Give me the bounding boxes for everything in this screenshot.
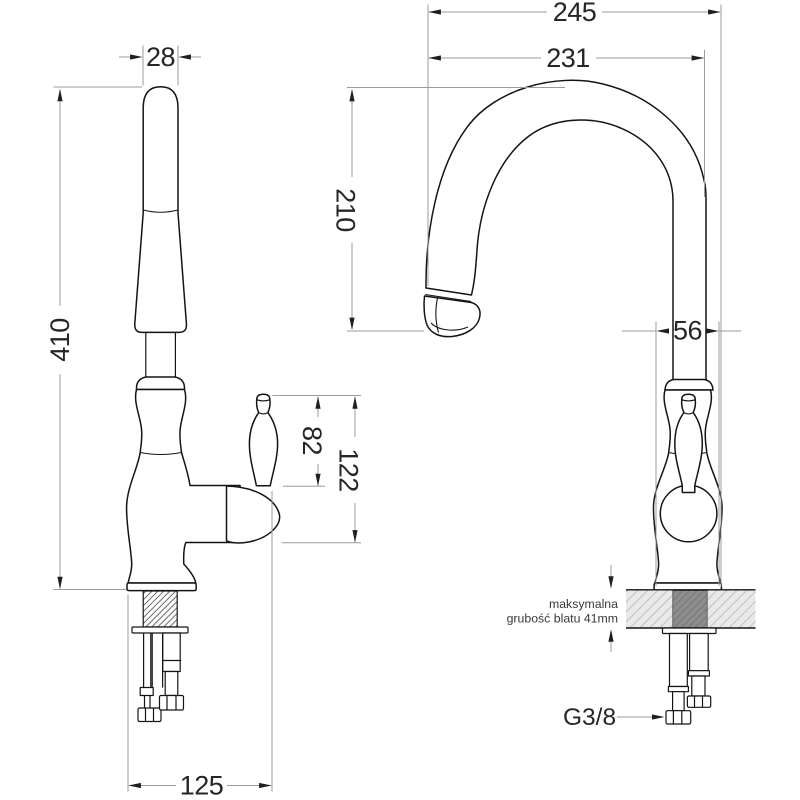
dim-label-28: 28 (145, 42, 176, 72)
countertop (626, 590, 756, 628)
side-hose2-joint (688, 671, 709, 676)
dim-label-82: 82 (297, 425, 327, 456)
countertop-shank (673, 591, 707, 628)
side-hose1-nut (666, 711, 691, 724)
side-hose2-tube (690, 634, 709, 671)
front-stud-coupling (140, 688, 153, 696)
dim-label-245: 245 (552, 0, 597, 27)
dim-label-410: 410 (45, 318, 75, 362)
side-hose2-lower (692, 676, 705, 696)
thread-label: G3/8 (563, 704, 617, 731)
front-hose-lower (165, 672, 178, 696)
dim-label-210: 210 (330, 188, 361, 232)
side-hose1-joint (668, 687, 688, 692)
countertop-note-line2: grubość blatu 41mm (506, 611, 618, 626)
front-threaded-shank (143, 591, 177, 627)
front-spout-outline (135, 87, 187, 333)
side-hose1-tube (670, 634, 688, 687)
countertop-note-line1: maksymalna (548, 597, 618, 611)
side-mounting-flange (663, 628, 717, 634)
side-collar (665, 380, 713, 391)
front-hose-tube (163, 633, 180, 672)
side-hose2-nut (687, 696, 710, 707)
dim-label-122: 122 (333, 448, 364, 492)
dim-label-56: 56 (672, 315, 703, 346)
front-mounting-flange (132, 627, 188, 633)
side-hose1-lower (673, 692, 685, 711)
front-hose-nut (160, 696, 184, 711)
front-stud-nut (138, 708, 161, 722)
dim-label-125: 125 (179, 770, 224, 800)
front-base-plate (127, 583, 196, 591)
dim-label-231: 231 (546, 43, 590, 73)
side-handle-dome (660, 485, 717, 542)
front-collar (137, 377, 185, 390)
